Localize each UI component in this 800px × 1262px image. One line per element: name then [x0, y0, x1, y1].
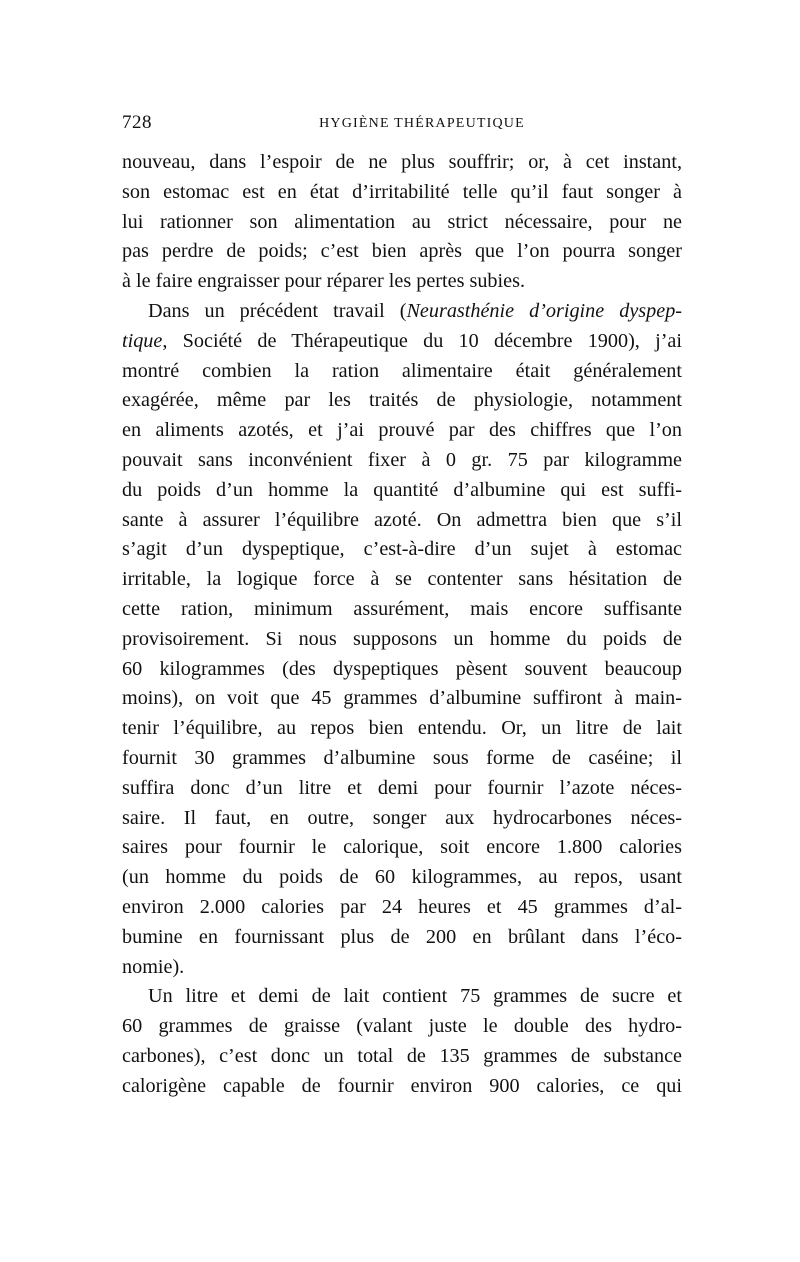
text-line: à le faire engraisser pour réparer les pertes subies. [122, 270, 526, 293]
text-line: carbones), c’est donc un total de 135 grammes de substance [122, 1044, 682, 1067]
page-header [122, 112, 682, 140]
text-line: cette ration, minimum assurément, mais encore suffisante [122, 597, 682, 620]
running-title: HYGIÈNE THÉRAPEUTIQUE [319, 116, 525, 131]
text-line: pas perdre de poids; c’est bien après que l’on pourra songer [122, 240, 682, 263]
text-line: montré combien la ration alimentaire était généralement [122, 359, 682, 382]
text-line: saires pour fournir le calorique, soit encore 1.800 calories [122, 836, 682, 859]
text-line: exagérée, même par les traités de physiologie, notamment [122, 389, 682, 412]
text-line [122, 297, 682, 327]
cited-work-title-end: tique [122, 329, 163, 352]
text-line: tenir l’équilibre, au repos bien entendu. Or, un litre de lait [122, 717, 682, 740]
text-line: irritable, la logique force à se contenter sans hésitation de [122, 568, 682, 591]
text-segment: Dans un précédent travail ( [148, 299, 407, 322]
page-number: 728 [122, 112, 152, 133]
text-line: pouvait sans inconvénient fixer à 0 gr. 75 par kilogramme [122, 448, 682, 471]
text-line [122, 327, 682, 357]
body-text [122, 148, 682, 1102]
text-line: lui rationner son alimentation au strict nécessaire, pour ne [122, 210, 682, 233]
text-line: saire. Il faut, en outre, songer aux hydrocarbones néces- [122, 806, 682, 829]
text-line: du poids d’un homme la quantité d’albumine qui est suffi- [122, 478, 682, 501]
text-line: s’agit d’un dyspeptique, c’est-à-dire d’un sujet à estomac [122, 538, 682, 561]
text-line: moins), on voit que 45 grammes d’albumine suffiront à main- [122, 687, 682, 710]
text-line: sante à assurer l’équilibre azoté. On admettra bien que s’il [122, 508, 682, 531]
text-line: 60 kilogrammes (des dyspeptiques pèsent souvent beaucoup [122, 657, 682, 680]
text-line: son estomac est en état d’irritabilité telle qu’il faut songer à [122, 180, 682, 203]
text-line: suffira donc d’un litre et demi pour fournir l’azote néces- [122, 776, 682, 799]
text-line: fournit 30 grammes d’albumine sous forme de caséine; il [122, 746, 682, 769]
text-line: Un litre et demi de lait contient 75 grammes de sucre et [148, 985, 682, 1008]
text-line: nouveau, dans l’espoir de ne plus souffrir; or, à cet instant, [122, 151, 682, 173]
text-line: 60 grammes de graisse (valant juste le double des hydro- [122, 1015, 682, 1038]
text-line: en aliments azotés, et j’ai prouvé par des chiffres que l’on [122, 419, 682, 442]
text-line: bumine en fournissant plus de 200 en brûlant dans l’éco- [122, 925, 682, 948]
text-line: (un homme du poids de 60 kilogrammes, au repos, usant [122, 866, 682, 889]
text-line: environ 2.000 calories par 24 heures et 45 grammes d’al- [122, 895, 682, 918]
text-line: calorigène capable de fournir environ 900 calories, ce qui [122, 1074, 682, 1097]
text-line: nomie). [122, 955, 185, 978]
text-segment: , Société de Thérapeutique du 10 décembre 1900), j’ai [162, 329, 682, 352]
text-line: provisoirement. Si nous supposons un homme du poids de [122, 627, 682, 650]
cited-work-title: Neurasthénie d’origine dyspep- [406, 299, 683, 322]
